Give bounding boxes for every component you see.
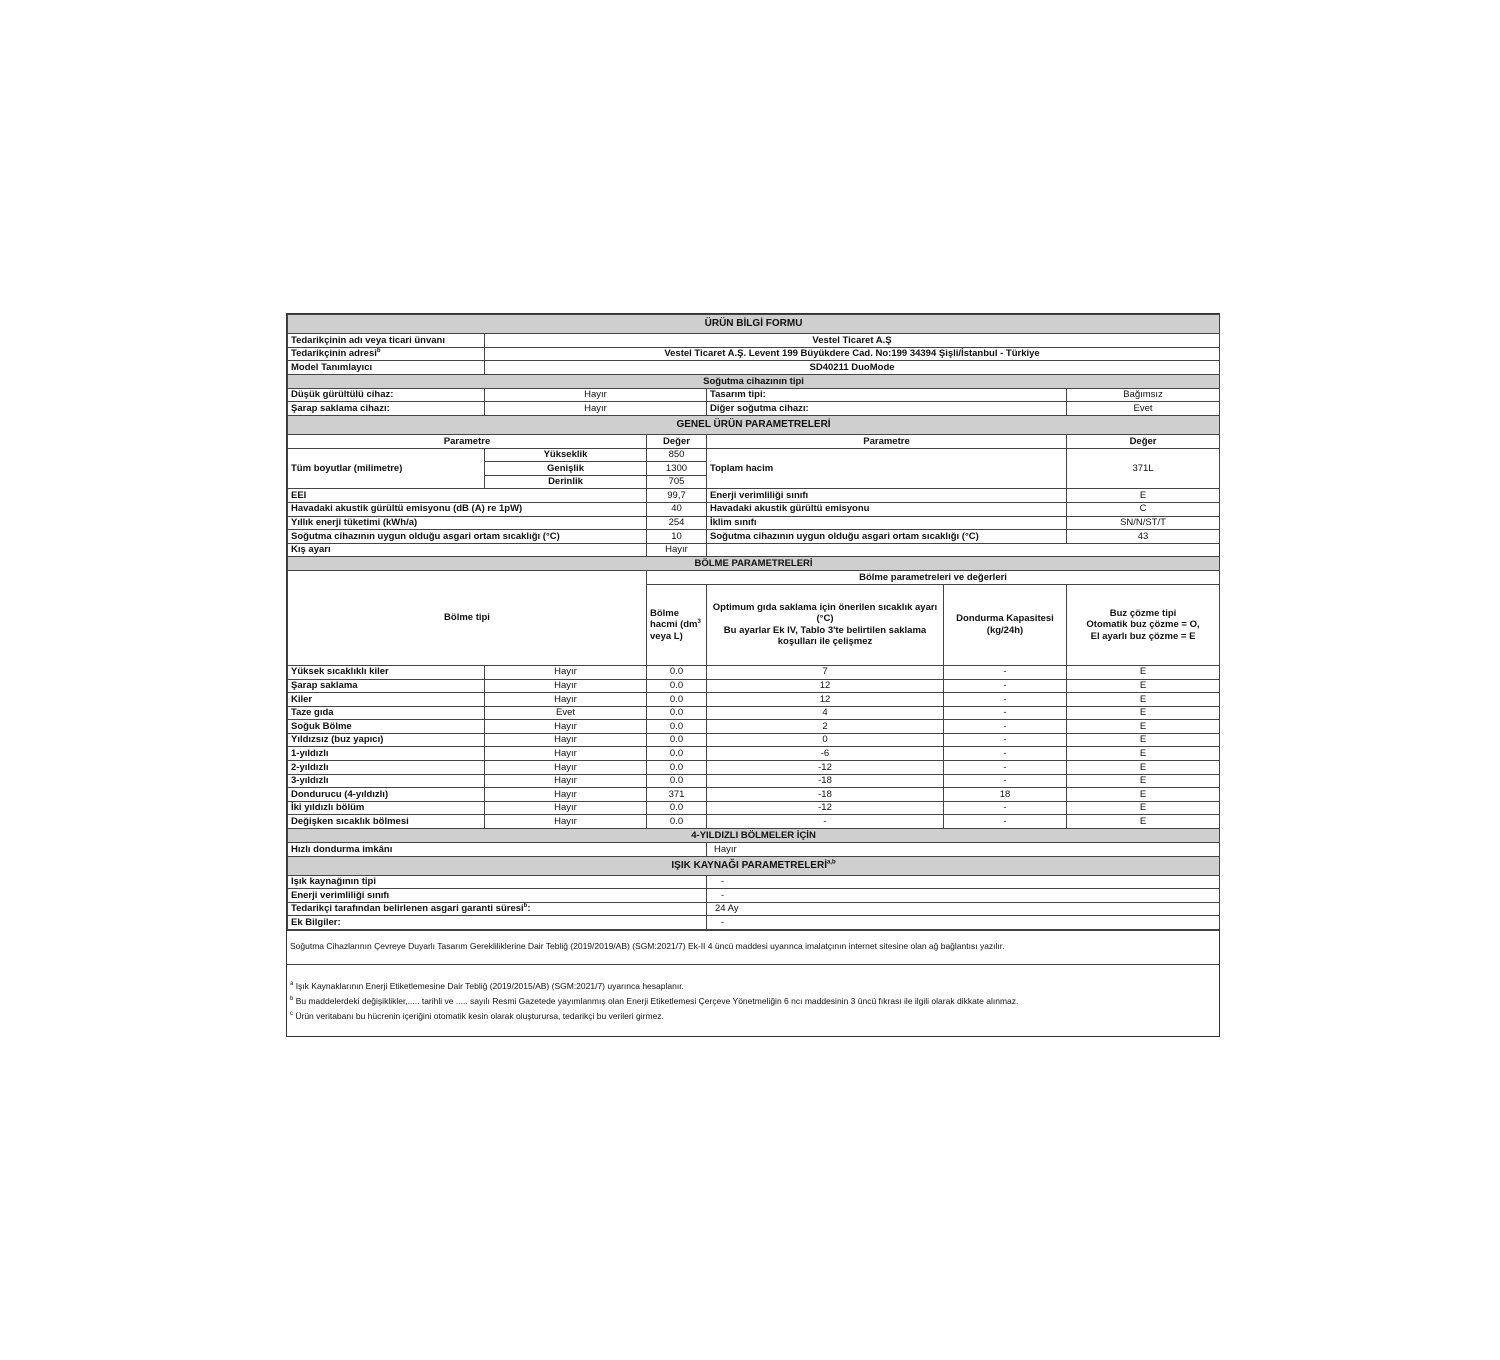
total-volume-value: 371L <box>1067 448 1220 489</box>
compartment-temp: 12 <box>707 693 944 707</box>
noise-db-value: 40 <box>647 502 707 516</box>
col-value-right: Değer <box>1067 434 1220 448</box>
compartment-freeze: - <box>944 733 1067 747</box>
compartment-present: Hayır <box>485 665 647 679</box>
supplier-name-label: Tedarikçinin adı veya ticari ünvanı <box>288 334 485 348</box>
compartment-freeze-header: Dondurma Kapasitesi (kg/24h) <box>944 584 1067 665</box>
compartment-temp: 12 <box>707 679 944 693</box>
compartment-temp: 7 <box>707 665 944 679</box>
footnote-a <box>290 979 1216 994</box>
compartment-subheader: Bölme parametreleri ve değerleri <box>647 571 1220 585</box>
form-title: ÜRÜN BİLGİ FORMU <box>288 315 1220 334</box>
compartment-freeze: - <box>944 761 1067 775</box>
climate-class-label: İklim sınıfı <box>707 516 1067 530</box>
footnote-b-text: Bu maddelerdeki değişiklikler,..... tarihli ve ..... sayılı Resmi Gazetede yayımlanmış olan Enerji Etiketlemesi Çerçeve Yönetmeliğin 6 ncı maddesinin 3 üncü fıkrası ile ilgili olarak dikkate alınmaz. <box>293 996 1019 1006</box>
compartment-volume: 0.0 <box>647 801 707 815</box>
compartment-row <box>288 679 1220 693</box>
max-ambient-temp-value: 43 <box>1067 530 1220 544</box>
other-device-value: Evet <box>1067 402 1220 416</box>
design-type-value: Bağımsız <box>1067 388 1220 402</box>
compartment-volume: 0.0 <box>647 747 707 761</box>
width-label: Genişlik <box>485 462 647 476</box>
compartment-temp: 4 <box>707 706 944 720</box>
compartment-freeze: - <box>944 801 1067 815</box>
compartment-present: Hayır <box>485 788 647 802</box>
footnote-b-sup: b <box>290 996 294 1003</box>
model-label: Model Tanımlayıcı <box>288 361 485 375</box>
compartment-defrost: E <box>1067 720 1220 734</box>
compartment-name: 2-yıldızlı <box>288 761 485 775</box>
compartment-present: Hayır <box>485 693 647 707</box>
product-info-table <box>287 314 1220 930</box>
compartment-present: Hayır <box>485 815 647 829</box>
compartment-row <box>288 774 1220 788</box>
compartment-volume: 0.0 <box>647 733 707 747</box>
supplier-name-value: Vestel Ticaret A.Ş <box>485 334 1220 348</box>
extra-info-label: Ek Bilgiler: <box>288 916 707 930</box>
light-source-header-sup: a,b <box>826 859 836 866</box>
compartment-row <box>288 720 1220 734</box>
compartment-present: Hayır <box>485 679 647 693</box>
fast-freeze-value: Hayır <box>707 843 1220 857</box>
compartment-freeze: - <box>944 706 1067 720</box>
light-energy-class-label: Enerji verimliliği sınıfı <box>288 889 707 903</box>
footnote-a-sup: a <box>290 981 294 988</box>
compartment-defrost: E <box>1067 693 1220 707</box>
compartment-row <box>288 801 1220 815</box>
compartment-volume: 0.0 <box>647 665 707 679</box>
compartment-freeze: - <box>944 815 1067 829</box>
product-info-form <box>286 313 1220 1037</box>
winter-setting-value: Hayır <box>647 543 707 557</box>
light-source-header <box>288 856 1220 875</box>
warranty-label-text: Tedarikçi tarafından belirlenen asgari garanti süresi <box>291 903 524 915</box>
compartment-type-header: Bölme tipi <box>288 571 647 666</box>
compartment-name: Kiler <box>288 693 485 707</box>
compartment-freeze: 18 <box>944 788 1067 802</box>
compartment-name: Dondurucu (4-yıldızlı) <box>288 788 485 802</box>
compartment-row <box>288 693 1220 707</box>
warranty-label-sup: b <box>523 903 528 910</box>
model-value: SD40211 DuoMode <box>485 361 1220 375</box>
wine-storage-label: Şarap saklama cihazı: <box>288 402 485 416</box>
supplier-address-label <box>288 347 485 361</box>
light-source-header-text: IŞIK KAYNAĞI PARAMETRELERİ <box>671 859 827 871</box>
compartment-row <box>288 747 1220 761</box>
width-value: 1300 <box>647 462 707 476</box>
device-type-header: Soğutma cihazının tipi <box>288 374 1220 388</box>
compartment-freeze: - <box>944 747 1067 761</box>
compartment-freeze: - <box>944 774 1067 788</box>
compartment-params-header: BÖLME PARAMETRELERİ <box>288 557 1220 571</box>
compartment-rows <box>288 665 1220 828</box>
weblink-note <box>287 930 1219 964</box>
compartment-temp: -18 <box>707 788 944 802</box>
height-label: Yükseklik <box>485 448 647 462</box>
compartment-row <box>288 665 1220 679</box>
compartment-name: 3-yıldızlı <box>288 774 485 788</box>
total-volume-label: Toplam hacim <box>707 448 1067 489</box>
climate-class-value: SN/N/ST/T <box>1067 516 1220 530</box>
compartment-defrost: E <box>1067 679 1220 693</box>
compartment-name: Yıldızsız (buz yapıcı) <box>288 733 485 747</box>
compartment-temp-header-b: Bu ayarlar Ek IV, Tablo 3'te belirtilen saklama koşulları ile çelişmez <box>723 624 927 648</box>
warranty-label <box>288 902 707 916</box>
compartment-volume: 0.0 <box>647 720 707 734</box>
eei-value: 99,7 <box>647 489 707 503</box>
compartment-volume: 0.0 <box>647 774 707 788</box>
compartment-row <box>288 788 1220 802</box>
compartment-temp: -12 <box>707 801 944 815</box>
compartment-defrost: E <box>1067 665 1220 679</box>
weblink-note-text: Soğutma Cihazlarının Çevreye Duyarlı Tasarım Gerekliliklerine Dair Tebliğ (2019/2019/AB) (SGM:2021/7) Ek-II 4 üncü maddesi uyarınca imalatçının internet sitesine olan ağ bağlantısı yazılır. <box>290 941 1005 951</box>
low-noise-value: Hayır <box>485 388 707 402</box>
footnotes <box>287 964 1219 1036</box>
compartment-present: Hayır <box>485 733 647 747</box>
compartment-row <box>288 815 1220 829</box>
wine-storage-value: Hayır <box>485 402 707 416</box>
col-param-right: Parametre <box>707 434 1067 448</box>
compartment-volume-header <box>647 584 707 665</box>
compartment-temp-header-a: Optimum gıda saklama için önerilen sıcaklık ayarı (°C) <box>712 601 938 625</box>
compartment-volume: 0.0 <box>647 706 707 720</box>
eei-label: EEI <box>288 489 647 503</box>
compartment-name: Şarap saklama <box>288 679 485 693</box>
compartment-name: 1-yıldızlı <box>288 747 485 761</box>
compartment-row <box>288 761 1220 775</box>
compartment-name: Yüksek sıcaklıklı kiler <box>288 665 485 679</box>
extra-info-value: - <box>707 916 1220 930</box>
compartment-present: Hayır <box>485 720 647 734</box>
compartment-temp: -6 <box>707 747 944 761</box>
compartment-defrost-header-c: El ayarlı buz çözme = E <box>1090 630 1196 642</box>
light-type-value: - <box>707 875 1220 889</box>
compartment-volume: 0.0 <box>647 815 707 829</box>
compartment-present: Evet <box>485 706 647 720</box>
general-params-header: GENEL ÜRÜN PARAMETRELERİ <box>288 415 1220 434</box>
compartment-name: Değişken sıcaklık bölmesi <box>288 815 485 829</box>
depth-label: Derinlik <box>485 475 647 489</box>
compartment-temp: -18 <box>707 774 944 788</box>
dimensions-label: Tüm boyutlar (milimetre) <box>288 448 485 489</box>
design-type-label: Tasarım tipi: <box>707 388 1067 402</box>
footnote-c <box>290 1009 1216 1024</box>
footnote-c-text: Ürün veritabanı bu hücrenin içeriğini otomatik kesin olarak oluşturursa, tedarikçi bu verileri girmez. <box>293 1011 664 1021</box>
compartment-name: Soğuk Bölme <box>288 720 485 734</box>
compartment-present: Hayır <box>485 747 647 761</box>
warranty-value: 24 Ay <box>707 902 1220 916</box>
noise-db-label: Havadaki akustik gürültü emisyonu (dB (A) re 1pW) <box>288 502 647 516</box>
low-noise-label: Düşük gürültülü cihaz: <box>288 388 485 402</box>
compartment-volume-header-a: Bölme hacmi (dm <box>650 607 698 631</box>
footnote-a-text: Işık Kaynaklarının Enerji Etiketlemesine Dair Tebliğ (2019/2015/AB) (SGM:2021/7) uyarınca hesaplanır. <box>293 981 684 991</box>
compartment-defrost-header <box>1067 584 1220 665</box>
energy-class-label: Enerji verimliliği sınıfı <box>707 489 1067 503</box>
compartment-defrost: E <box>1067 801 1220 815</box>
compartment-volume-header-sup: 3 <box>697 619 701 625</box>
compartment-present: Hayır <box>485 801 647 815</box>
warranty-label-colon: : <box>527 903 531 915</box>
compartment-volume: 0.0 <box>647 693 707 707</box>
depth-value: 705 <box>647 475 707 489</box>
compartment-defrost: E <box>1067 733 1220 747</box>
compartment-freeze: - <box>944 720 1067 734</box>
other-device-label: Diğer soğutma cihazı: <box>707 402 1067 416</box>
min-ambient-temp-value: 10 <box>647 530 707 544</box>
compartment-defrost: E <box>1067 747 1220 761</box>
energy-class-value: E <box>1067 489 1220 503</box>
min-ambient-temp-label: Soğutma cihazının uygun olduğu asgari ortam sıcaklığı (°C) <box>288 530 647 544</box>
noise-class-value: C <box>1067 502 1220 516</box>
compartment-volume-header-b: veya L) <box>650 630 683 642</box>
annual-energy-label: Yıllık enerji tüketimi (kWh/a) <box>288 516 647 530</box>
compartment-present: Hayır <box>485 761 647 775</box>
height-value: 850 <box>647 448 707 462</box>
compartment-freeze: - <box>944 679 1067 693</box>
winter-setting-label: Kış ayarı <box>288 543 647 557</box>
annual-energy-value: 254 <box>647 516 707 530</box>
col-value-left: Değer <box>647 434 707 448</box>
col-param-left: Parametre <box>288 434 647 448</box>
compartment-temp: -12 <box>707 761 944 775</box>
compartment-defrost: E <box>1067 815 1220 829</box>
compartment-defrost-header-a: Buz çözme tipi <box>1109 607 1177 619</box>
compartment-row <box>288 733 1220 747</box>
compartment-present: Hayır <box>485 774 647 788</box>
compartment-freeze: - <box>944 693 1067 707</box>
compartment-defrost: E <box>1067 774 1220 788</box>
compartment-defrost: E <box>1067 788 1220 802</box>
light-type-label: Işık kaynağının tipi <box>288 875 707 889</box>
footnote-c-sup: c <box>290 1011 293 1018</box>
supplier-address-label-text: Tedarikçinin adresi <box>291 348 377 360</box>
compartment-name: İki yıldızlı bölüm <box>288 801 485 815</box>
compartment-temp: 0 <box>707 733 944 747</box>
compartment-defrost: E <box>1067 706 1220 720</box>
compartment-name: Taze gıda <box>288 706 485 720</box>
compartment-volume: 371 <box>647 788 707 802</box>
compartment-defrost: E <box>1067 761 1220 775</box>
compartment-defrost-header-b: Otomatik buz çözme = O, <box>1086 619 1200 631</box>
supplier-address-value: Vestel Ticaret A.Ş. Levent 199 Büyükdere Cad. No:199 34394 Şişli/İstanbul - Türkiye <box>485 347 1220 361</box>
compartment-volume: 0.0 <box>647 761 707 775</box>
supplier-address-footnote: b <box>376 347 381 354</box>
compartment-temp: - <box>707 815 944 829</box>
max-ambient-temp-label: Soğutma cihazının uygun olduğu asgari ortam sıcaklığı (°C) <box>707 530 1067 544</box>
compartment-freeze: - <box>944 665 1067 679</box>
compartment-volume: 0.0 <box>647 679 707 693</box>
light-energy-class-value: - <box>707 889 1220 903</box>
compartment-temp: 2 <box>707 720 944 734</box>
four-star-header: 4-YILDIZLI BÖLMELER İÇİN <box>288 829 1220 843</box>
footnote-b <box>290 994 1216 1009</box>
fast-freeze-label: Hızlı dondurma imkânı <box>288 843 707 857</box>
compartment-temp-header <box>707 584 944 665</box>
winter-empty-cell <box>707 543 1220 557</box>
noise-class-label: Havadaki akustik gürültü emisyonu <box>707 502 1067 516</box>
compartment-row <box>288 706 1220 720</box>
